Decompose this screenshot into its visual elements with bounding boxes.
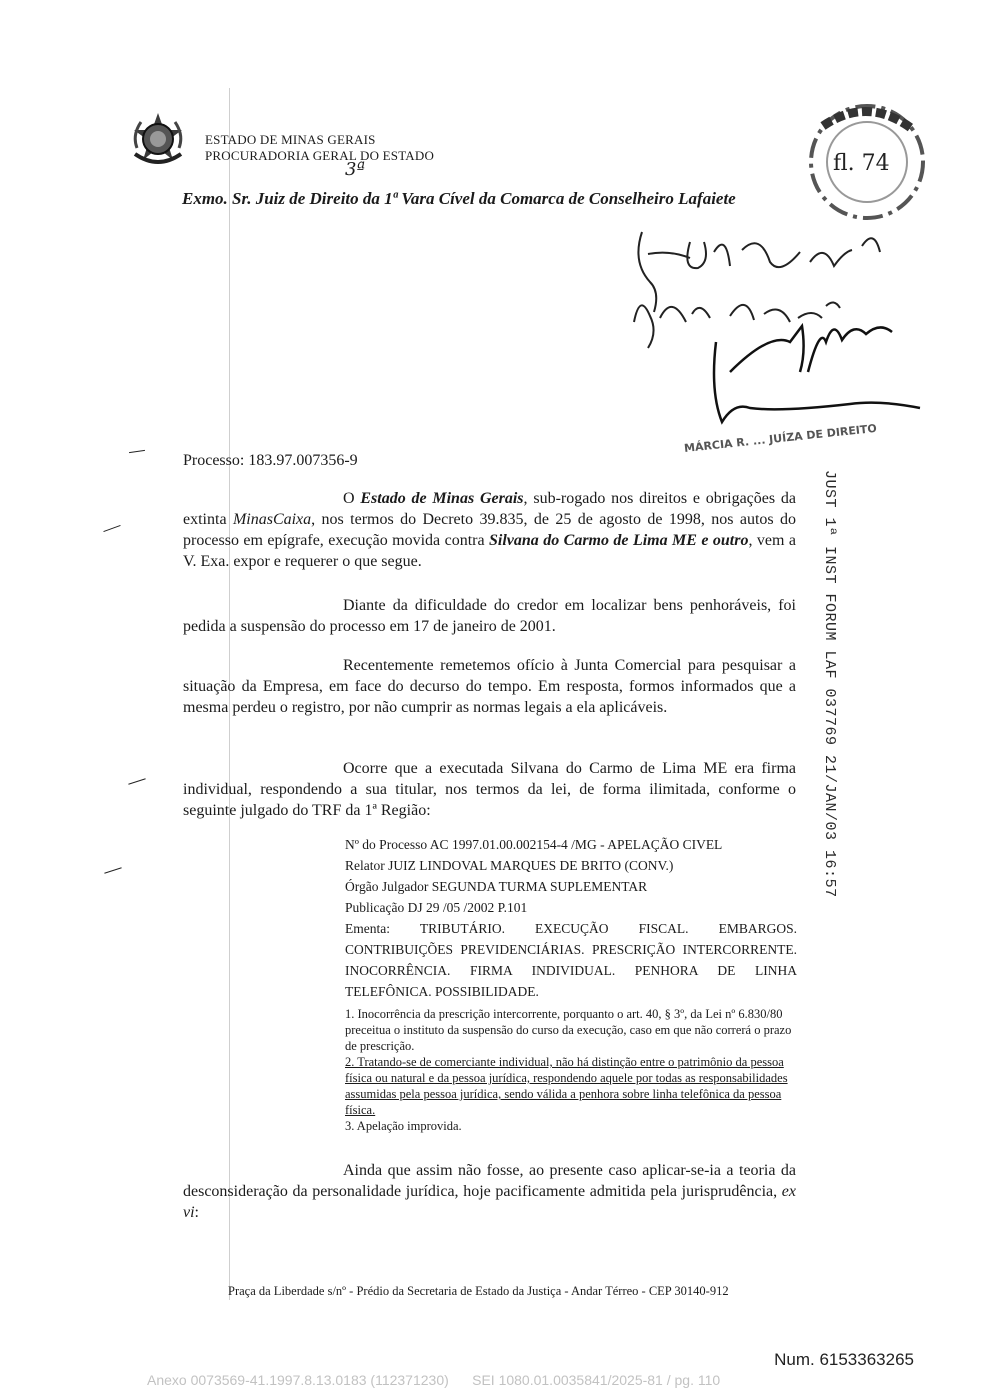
scan-mark (128, 778, 145, 785)
scan-mark (104, 867, 121, 874)
scan-mark (103, 525, 120, 532)
p5-latin: ex vi (183, 1183, 796, 1221)
citation-item-3: 3. Apelação improvida. (345, 1119, 462, 1133)
p1-party: Estado de Minas Gerais (360, 490, 524, 507)
citation-court: Órgão Julgador SEGUNDA TURMA SUPLEMENTAR (345, 879, 648, 894)
p1-text: O (343, 490, 361, 507)
citation-ementa: Ementa: TRIBUTÁRIO. EXECUÇÃO FISCAL. EMBARGOS. CONTRIBUIÇÕES PREVIDENCIÁRIAS. PRESCRIÇÃO INTERCORRENTE. INOCORRÊNCIA. FIRMA INDIVIDUAL. PENHORA DE LINHA TELEFÔNICA. POSSIBILIDADE. (345, 921, 797, 999)
citation-publication: Publicação DJ 29 /05 /2002 P.101 (345, 900, 528, 915)
stamp-page-number: fl. 74 (833, 151, 890, 176)
scan-mark (129, 450, 145, 453)
protocol-stamp: JUST 1ª INST FORUM LAF 037769 21/JAN/03 16:57 (821, 470, 838, 898)
citation-rapporteur: Relator JUIZ LINDOVAL MARQUES DE BRITO (CONV.) (345, 858, 674, 873)
paragraph-1 (183, 488, 796, 572)
p1-entity: MinasCaixa (232, 511, 312, 528)
p1-text: , nos termos do Decreto 39.835, de 25 de agosto de 1998, nos autos do processo em epígrafe, execução movida contra (183, 511, 797, 549)
paragraph-3 (183, 655, 796, 718)
citation-item-2: 2. Tratando-se de comerciante individual, não há distinção entre o patrimônio da pessoa física ou natural e da pessoa jurídica, respondendo aquele por todas as responsabilidades assumidas pela pessoa jurídica, sendo válida a penhora sobre linha telefônica da pessoa física. (345, 1055, 788, 1117)
citation-item-1: 1. Inocorrência da prescrição intercorrente, porquanto o art. 40, § 3º, da Lei nº 6.830/80 preceitua o instituto da suspensão do curso da execução, caso em que não correrá o prazo de prescrição. (345, 1007, 792, 1053)
state-name: ESTADO DE MINAS GERAIS (205, 132, 376, 147)
annex-reference: Anexo 0073569-41.1997.8.13.0183 (112371230) SEI 1080.01.0035841/2025-81 / pg. 110 (147, 1372, 721, 1388)
handwritten-note: 3ª (345, 159, 366, 180)
document-number: Num. 6153363265 (774, 1350, 914, 1369)
p1-text: , vem a V. Exa. expor e requerer o que segue. (183, 532, 796, 570)
handwritten-signature (630, 222, 930, 462)
p3-text: Recentemente remetemos ofício à Junta Comercial para pesquisar a situação da Empresa, em face do decurso do tempo. Em resposta, formos informados que a mesma perdeu o registro, por não cumprir as normas legais a ela aplicáveis. (183, 657, 796, 716)
court-stamp-icon (803, 98, 931, 226)
paragraph-5 (183, 1160, 796, 1223)
citation-items (345, 1006, 800, 1134)
case-citation (345, 834, 797, 1002)
p5-text: Ainda que assim não fosse, ao presente caso aplicar-se-ia a teoria da desconsideração da personalidade jurídica, hoje pacificamente admitida pela jurisprudência, (183, 1162, 796, 1200)
office-name: PROCURADORIA GERAL DO ESTADO (205, 148, 435, 163)
footer-address: Praça da Liberdade s/nº - Prédio da Secretaria de Estado da Justiça - Andar Térreo - CEP 30140-912 (228, 1284, 729, 1298)
judge-stamp: MÁRCIA R. ... JUÍZA DE DIREITO (683, 421, 878, 456)
paragraph-2 (183, 595, 796, 637)
p4-text: Ocorre que a executada Silvana do Carmo de Lima ME era firma individual, respondendo a sua titular, nos termos da lei, de forma ilimitada, conforme o seguinte julgado do TRF da 1ª Região: (183, 760, 796, 819)
process-number: Processo: 183.97.007356-9 (183, 452, 358, 469)
p5-text: : (194, 1204, 199, 1221)
p1-text: , sub-rogado nos direitos e obrigações da extinta (183, 490, 797, 528)
addressee: Exmo. Sr. Juiz de Direito da 1ª Vara Cível da Comarca de Conselheiro Lafaiete (182, 189, 736, 208)
letterhead (205, 132, 434, 164)
p1-defendant: Silvana do Carmo de Lima ME e outro (489, 532, 749, 549)
p2-text: Diante da dificuldade do credor em localizar bens penhoráveis, foi pedida a suspensão do processo em 17 de janeiro de 2001. (183, 597, 796, 635)
citation-process: Nº do Processo AC 1997.01.00.002154-4 /MG - APELAÇÃO CIVEL (345, 837, 723, 852)
state-crest-icon (127, 110, 189, 170)
paragraph-4 (183, 758, 796, 821)
